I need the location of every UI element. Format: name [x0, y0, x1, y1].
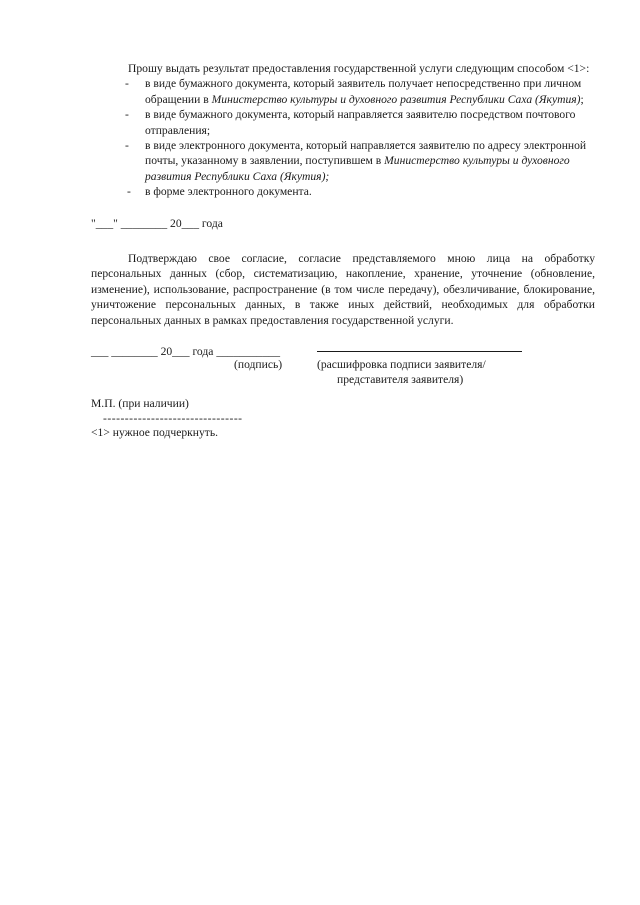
- list-bullet: -: [127, 185, 131, 199]
- delivery-method-list: [91, 76, 595, 199]
- signature-decoding-line: [317, 351, 522, 352]
- footnote-text: <1> нужное подчеркнуть.: [91, 425, 219, 439]
- list-bullet: -: [125, 77, 129, 91]
- delivery-method-item: [91, 184, 595, 199]
- delivery-method-item: [91, 138, 595, 184]
- consent-paragraph: Подтверждаю свое согласие, согласие представляемого мною лица на обработку персональных данных (сбор, систематизацию, накопление, хранение, уточнение (обновление, изменение), использование, распространение (в том числе передачу), обезличивание, блокирование, уничтожение персональных данных, в также иных действий, необходимых для обработки персональных данных в рамках предоставления государственной услуги.: [91, 252, 595, 327]
- decoding-caption: (расшифровка подписи заявителя/: [317, 358, 486, 372]
- document-content: [91, 61, 595, 440]
- signature-date-line: ___ ________ 20___ года ___________: [91, 345, 281, 359]
- delivery-method-item: [91, 107, 595, 138]
- stamp-label: М.П. (при наличии): [91, 397, 189, 411]
- list-bullet: -: [125, 108, 129, 122]
- signature-block: [91, 344, 595, 387]
- footnote-separator: --------------------------------: [103, 411, 243, 425]
- method-text: в виде бумажного документа, который направляется заявителю посредством почтового отправления;: [145, 108, 576, 137]
- decoding-caption-continued: представителя заявителя): [337, 373, 464, 387]
- list-bullet: -: [125, 139, 129, 153]
- date-line: "___" ________ 20___ года: [91, 216, 223, 230]
- request-intro: Прошу выдать результат предоставления государственной услуги следующим способом <1>:: [128, 62, 590, 75]
- ministry-name: Министерство культуры и духовного развития Республики Саха (Якутия): [211, 92, 581, 106]
- ministry-name: Министерство культуры и духовного развития Республики Саха (Якутия);: [145, 154, 570, 183]
- method-text: в форме электронного документа.: [145, 185, 312, 199]
- delivery-method-item: [91, 76, 595, 107]
- method-text: в виде бумажного документа, который заявитель получает непосредственно при личном обращении в Министерство культуры и духовного развития Республики Саха (Якутия);: [145, 77, 584, 106]
- method-text: в виде электронного документа, который направляется заявителю по адресу электронной почты, указанному в заявлении, поступившем в Министерство культуры и духовного развития Республики Саха (Якутия);: [145, 139, 587, 183]
- signature-caption: (подпись): [234, 358, 283, 372]
